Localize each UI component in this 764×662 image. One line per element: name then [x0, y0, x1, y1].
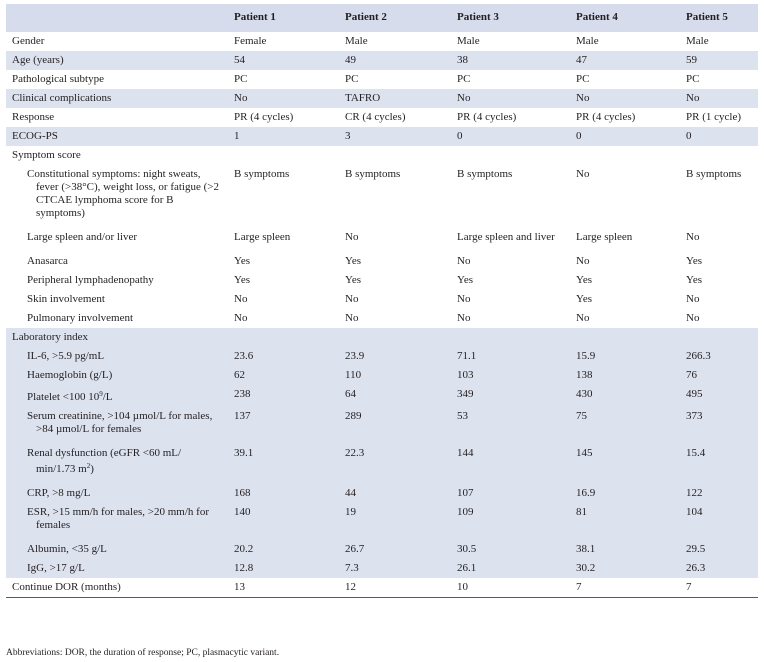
- row-label: Pathological subtype: [12, 73, 104, 85]
- cell: Yes: [457, 274, 474, 286]
- cell: [339, 328, 451, 347]
- cell: 103: [451, 366, 570, 385]
- patient-characteristics-table: [6, 4, 758, 598]
- cell: Large spleen: [234, 231, 291, 243]
- cell: 495: [680, 385, 758, 407]
- cell: 373: [680, 407, 758, 444]
- cell: [451, 328, 570, 347]
- table-row: [6, 503, 758, 540]
- cell: CR (4 cycles): [345, 111, 406, 123]
- table-row: [6, 127, 758, 146]
- label-text: Renal dysfunction (eGFR <60 mL/ min/1.73 m: [27, 447, 182, 475]
- cell: [228, 328, 339, 347]
- cell: 38.1: [570, 540, 680, 559]
- cell: 168: [228, 484, 339, 503]
- cell: No: [576, 255, 590, 267]
- cell: No: [686, 293, 700, 305]
- cell: 144: [451, 444, 570, 484]
- cell: 7.3: [339, 559, 451, 578]
- table-section-row: [6, 328, 758, 347]
- section-label: Laboratory index: [6, 328, 228, 347]
- cell: 289: [339, 407, 451, 444]
- cell: 30.2: [570, 559, 680, 578]
- label-superscript: 9: [99, 390, 103, 398]
- cell: 29.5: [680, 540, 758, 559]
- cell: PC: [345, 73, 359, 85]
- cell: No: [345, 312, 359, 324]
- cell: [680, 328, 758, 347]
- cell: TAFRO: [339, 89, 451, 108]
- cell: 109: [451, 503, 570, 540]
- cell: 110: [339, 366, 451, 385]
- header-patient-2: Patient 2: [339, 4, 451, 32]
- cell: Large spleen: [576, 231, 633, 243]
- row-label: IgG, >17 g/L: [6, 559, 228, 578]
- header-cell-empty: [6, 4, 228, 32]
- row-label: Large spleen and/or liver: [27, 231, 138, 243]
- row-label: Skin involvement: [27, 293, 105, 305]
- table-row: [6, 165, 758, 228]
- cell: PR (1 cycle): [686, 111, 741, 123]
- row-label: Albumin, <35 g/L: [6, 540, 228, 559]
- table-row: [6, 108, 758, 127]
- cell: Yes: [234, 255, 251, 267]
- cell: Male: [576, 35, 599, 47]
- header-patient-3: Patient 3: [451, 4, 570, 32]
- cell: [451, 146, 570, 165]
- cell: Yes: [345, 255, 362, 267]
- cell: 1: [228, 127, 339, 146]
- table-row: [6, 444, 758, 484]
- cell: 26.3: [680, 559, 758, 578]
- cell: No: [686, 312, 700, 324]
- table-row: [6, 347, 758, 366]
- table-row: [6, 559, 758, 578]
- cell: 430: [570, 385, 680, 407]
- cell: PR (4 cycles): [576, 111, 636, 123]
- row-label: ECOG-PS: [6, 127, 228, 146]
- cell: B symptoms: [234, 168, 290, 180]
- cell: 23.9: [339, 347, 451, 366]
- cell: 44: [339, 484, 451, 503]
- cell: No: [576, 312, 590, 324]
- cell: 49: [339, 51, 451, 70]
- cell: Yes: [345, 274, 362, 286]
- table-row: [6, 271, 758, 290]
- cell: 145: [570, 444, 680, 484]
- table-row: [6, 290, 758, 309]
- cell: [228, 146, 339, 165]
- cell: 122: [680, 484, 758, 503]
- row-label: Constitutional symptoms: night sweats, fever (>38°C), weight loss, or fatigue (>2 CTCAE lymphoma score for B symptoms): [27, 168, 219, 219]
- header-patient-5: Patient 5: [680, 4, 758, 32]
- row-label: Age (years): [6, 51, 228, 70]
- cell: PC: [686, 73, 700, 85]
- cell: PC: [576, 73, 590, 85]
- cell: 22.3: [339, 444, 451, 484]
- table-row: [6, 484, 758, 503]
- table-row: [6, 366, 758, 385]
- cell: 10: [451, 578, 570, 598]
- cell: Large spleen and liver: [457, 231, 555, 243]
- cell: No: [234, 312, 248, 324]
- cell: [680, 146, 758, 165]
- cell: 75: [570, 407, 680, 444]
- table-row: [6, 385, 758, 407]
- cell: 13: [228, 578, 339, 598]
- cell: 19: [339, 503, 451, 540]
- cell: No: [451, 89, 570, 108]
- cell: Yes: [576, 274, 593, 286]
- label-superscript: 2: [86, 462, 91, 470]
- cell: 20.2: [228, 540, 339, 559]
- cell: 238: [228, 385, 339, 407]
- table-row: [6, 51, 758, 70]
- cell: 30.5: [451, 540, 570, 559]
- cell: B symptoms: [457, 168, 513, 180]
- cell: 138: [570, 366, 680, 385]
- cell: 81: [570, 503, 680, 540]
- cell: Female: [234, 35, 267, 47]
- cell: 23.6: [228, 347, 339, 366]
- table-row: [6, 70, 758, 89]
- cell: [339, 146, 451, 165]
- cell: No: [345, 293, 359, 305]
- cell: 54: [228, 51, 339, 70]
- row-label: Pulmonary involvement: [27, 312, 134, 324]
- cell: [570, 146, 680, 165]
- row-label: Gender: [12, 35, 45, 47]
- row-label: [6, 385, 228, 407]
- cell: No: [457, 293, 471, 305]
- cell: 64: [339, 385, 451, 407]
- cell: No: [686, 231, 700, 243]
- row-label: Anasarca: [27, 255, 68, 267]
- cell: No: [576, 168, 590, 180]
- cell: B symptoms: [686, 168, 742, 180]
- cell: 76: [680, 366, 758, 385]
- cell: 0: [680, 127, 758, 146]
- cell: No: [345, 231, 359, 243]
- cell: B symptoms: [345, 168, 401, 180]
- table-row: [6, 89, 758, 108]
- cell: Male: [457, 35, 480, 47]
- row-label: ESR, >15 mm/h for males, >20 mm/h for females: [6, 503, 228, 540]
- cell: 349: [451, 385, 570, 407]
- cell: No: [234, 293, 248, 305]
- row-label: Continue DOR (months): [6, 578, 228, 598]
- cell: PC: [234, 73, 248, 85]
- header-patient-1: Patient 1: [228, 4, 339, 32]
- cell: Male: [345, 35, 368, 47]
- cell: No: [570, 89, 680, 108]
- table-header-row: [6, 4, 758, 32]
- table-row: [6, 578, 758, 598]
- cell: No: [457, 255, 471, 267]
- cell: 15.9: [570, 347, 680, 366]
- table-row: [6, 252, 758, 271]
- cell: 38: [451, 51, 570, 70]
- cell: 47: [570, 51, 680, 70]
- table-row: [6, 309, 758, 328]
- cell: PR (4 cycles): [457, 111, 517, 123]
- cell: 0: [451, 127, 570, 146]
- row-label: Response: [12, 111, 55, 123]
- row-label: IL-6, >5.9 pg/mL: [6, 347, 228, 366]
- row-label: Clinical complications: [6, 89, 228, 108]
- cell: 137: [228, 407, 339, 444]
- cell: No: [680, 89, 758, 108]
- row-label: Serum creatinine, >104 µmol/L for males, >84 µmol/L for females: [6, 407, 228, 444]
- cell: PR (4 cycles): [234, 111, 294, 123]
- row-label: [6, 444, 228, 484]
- cell: 107: [451, 484, 570, 503]
- cell: 16.9: [570, 484, 680, 503]
- cell: No: [228, 89, 339, 108]
- cell: 71.1: [451, 347, 570, 366]
- cell: 39.1: [228, 444, 339, 484]
- row-label: Haemoglobin (g/L): [6, 366, 228, 385]
- label-text: Platelet <100 10: [27, 391, 100, 403]
- section-label: Symptom score: [12, 149, 81, 161]
- cell: Yes: [576, 293, 593, 305]
- table-section-row: [6, 146, 758, 165]
- cell: 26.7: [339, 540, 451, 559]
- cell: 26.1: [451, 559, 570, 578]
- cell: Yes: [234, 274, 251, 286]
- cell: 12.8: [228, 559, 339, 578]
- cell: PC: [457, 73, 471, 85]
- cell: [570, 328, 680, 347]
- cell: 62: [228, 366, 339, 385]
- row-label: CRP, >8 mg/L: [6, 484, 228, 503]
- cell: 266.3: [680, 347, 758, 366]
- table-row: [6, 540, 758, 559]
- cell: 59: [680, 51, 758, 70]
- table-row: [6, 32, 758, 51]
- cell: 104: [680, 503, 758, 540]
- cell: 140: [228, 503, 339, 540]
- cell: 0: [570, 127, 680, 146]
- table-row: [6, 407, 758, 444]
- cell: No: [457, 312, 471, 324]
- cell: 3: [339, 127, 451, 146]
- table-footnote: Abbreviations: DOR, the duration of response; PC, plasmacytic variant.: [6, 648, 280, 658]
- cell: 7: [680, 578, 758, 598]
- cell: Male: [686, 35, 709, 47]
- header-patient-4: Patient 4: [570, 4, 680, 32]
- cell: Yes: [686, 274, 703, 286]
- label-text: /L: [102, 391, 113, 403]
- row-label: Peripheral lymphadenopathy: [27, 274, 154, 286]
- cell: Yes: [686, 255, 703, 267]
- cell: 53: [451, 407, 570, 444]
- table-row: [6, 228, 758, 252]
- label-text: ): [90, 463, 94, 475]
- cell: 12: [339, 578, 451, 598]
- cell: 15.4: [680, 444, 758, 484]
- cell: 7: [570, 578, 680, 598]
